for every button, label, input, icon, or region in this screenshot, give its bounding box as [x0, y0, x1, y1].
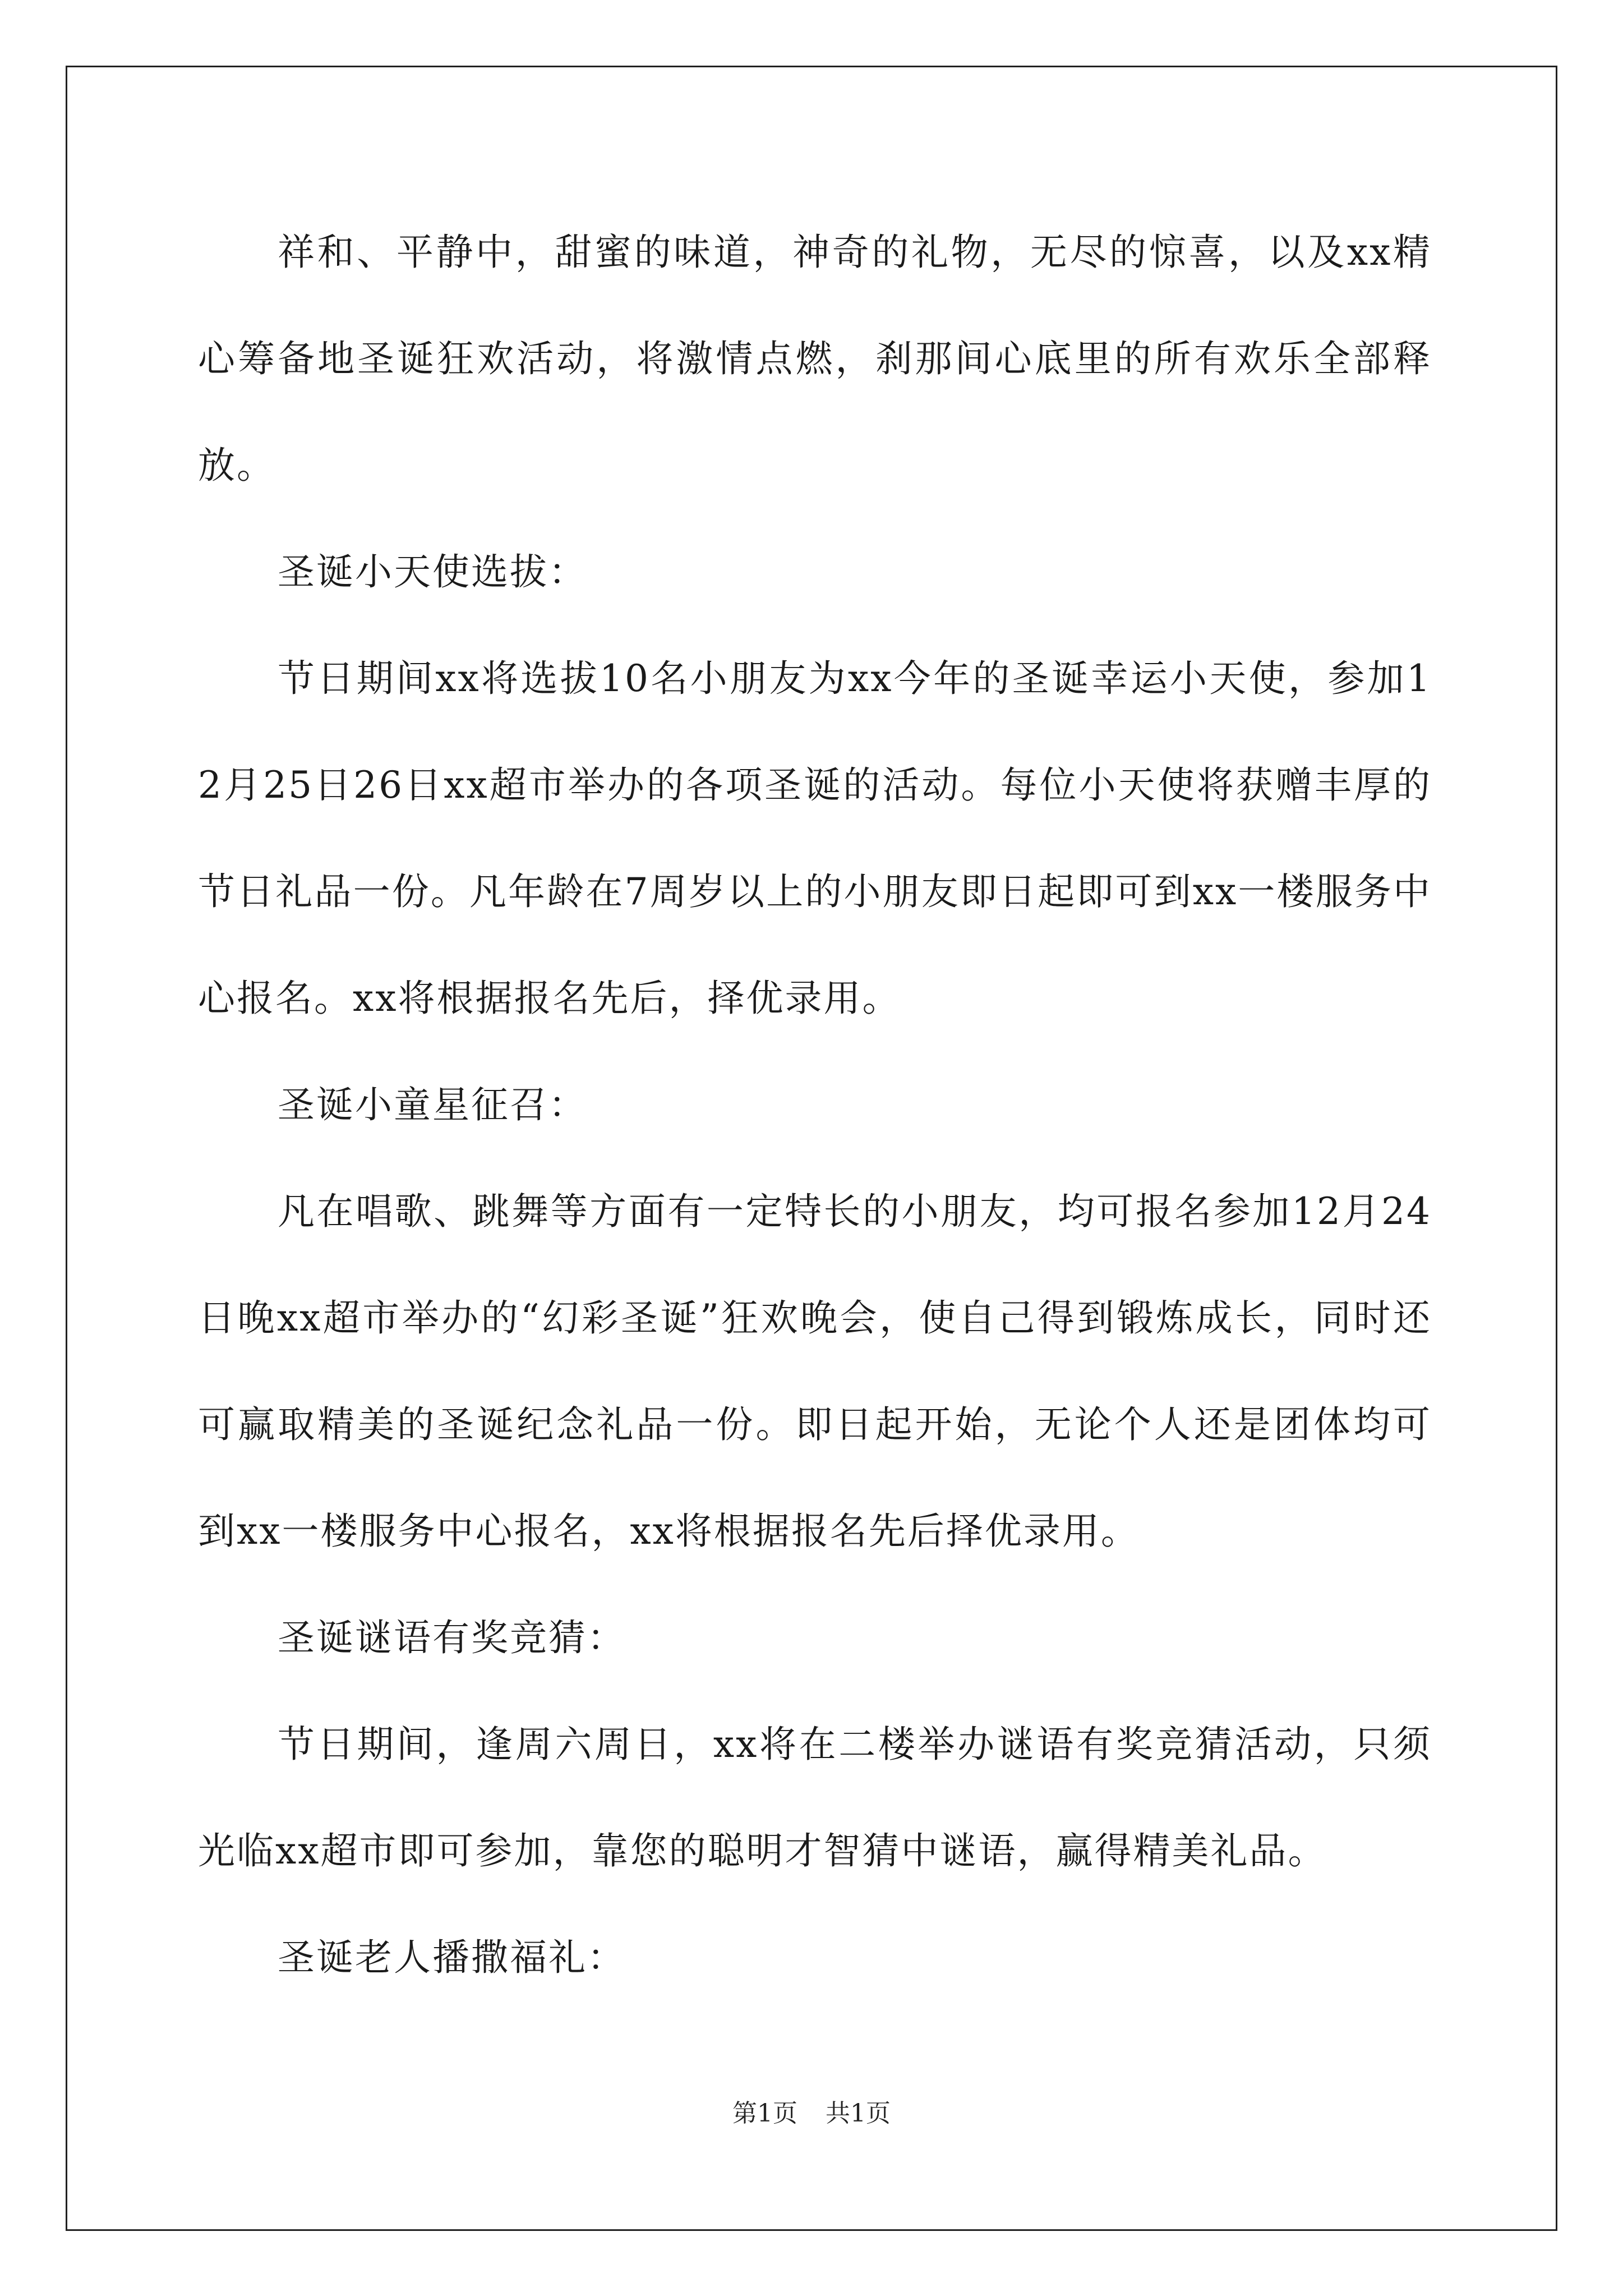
heading-santa-gifts: 圣诞老人播撒福礼： — [278, 1936, 626, 1979]
page-number-current: 第1页 — [732, 2099, 797, 2128]
paragraph-angel-selection: 节日期间xx将选拔10名小朋友为xx今年的圣诞幸运小天使，参加12月25日26日xx超市举办的各项圣诞的活动。每位小天使将获赠丰厚的节日礼品一份。凡年龄在7周岁以上的小朋友即日起即可到xx一楼服务中心报名。xx将根据报名先后，择优录用。 — [198, 657, 1432, 1020]
document-body — [198, 199, 1432, 2011]
heading-child-star: 圣诞小童星征召： — [278, 1083, 587, 1126]
page-footer — [0, 2097, 1623, 2131]
paragraph-intro: 祥和、平静中，甜蜜的味道，神奇的礼物，无尽的惊喜，以及xx精心筹备地圣诞狂欢活动，将激情点燃，刹那间心底里的所有欢乐全部释放。 — [198, 231, 1432, 487]
heading-angel-selection: 圣诞小天使选拔： — [278, 550, 587, 593]
paragraph-riddle-contest: 节日期间，逢周六周日，xx将在二楼举办谜语有奖竞猜活动，只须光临xx超市即可参加，靠您的聪明才智猜中谜语，赢得精美礼品。 — [198, 1723, 1432, 1872]
paragraph-child-star: 凡在唱歌、跳舞等方面有一定特长的小朋友，均可报名参加12月24日晚xx超市举办的“幻彩圣诞”狂欢晚会，使自己得到锻炼成长，同时还可赢取精美的圣诞纪念礼品一份。即日起开始，无论个人还是团体均可到xx一楼服务中心报名，xx将根据报名先后择优录用。 — [198, 1190, 1432, 1553]
page-number-total: 共1页 — [826, 2099, 891, 2128]
heading-riddle-contest: 圣诞谜语有奖竞猜： — [278, 1616, 626, 1659]
